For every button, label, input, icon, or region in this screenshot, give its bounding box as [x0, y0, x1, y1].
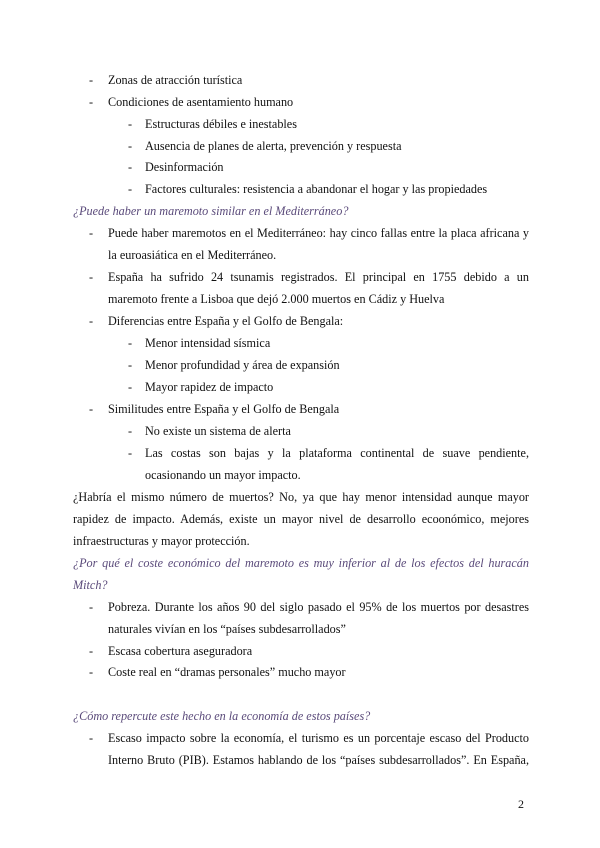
- list-item: Factores culturales: resistencia a abandonar el hogar y las propiedades: [145, 182, 488, 196]
- list-item-continuation: maremoto frente a Lisboa que dejó 2.000 muertos en Cádiz y Huelva: [108, 292, 445, 306]
- list-item: Mayor rapidez de impacto: [145, 380, 274, 394]
- bullet-dash: -: [128, 336, 133, 350]
- bullet-dash: -: [128, 117, 133, 131]
- bullet-dash: -: [89, 644, 94, 658]
- bullet-dash: -: [89, 731, 94, 745]
- bullet-dash: -: [89, 73, 94, 87]
- list-item: Estructuras débiles e inestables: [145, 117, 297, 131]
- question-heading-continuation: Mitch?: [73, 578, 108, 592]
- list-item-continuation: ocasionando un mayor impacto.: [145, 468, 301, 482]
- bullet-dash: -: [89, 270, 94, 284]
- question-heading: ¿Puede haber un maremoto similar en el Mediterráneo?: [73, 204, 349, 218]
- list-item: Las costas son bajas y la plataforma continental de suave pendiente,: [145, 446, 529, 460]
- list-item: Diferencias entre España y el Golfo de Bengala:: [108, 314, 344, 328]
- bullet-dash: -: [89, 665, 94, 679]
- bullet-dash: -: [89, 600, 94, 614]
- list-item: Similitudes entre España y el Golfo de Bengala: [108, 402, 340, 416]
- list-item: Escasa cobertura aseguradora: [108, 644, 253, 658]
- list-item: Menor intensidad sísmica: [145, 336, 271, 350]
- list-item-continuation: Interno Bruto (PIB). Estamos hablando de los “países subdesarrollados”. En España,: [108, 753, 529, 767]
- list-item-continuation: la euroasiática en el Mediterráneo.: [108, 248, 277, 262]
- bullet-dash: -: [89, 95, 94, 109]
- bullet-dash: -: [128, 424, 133, 438]
- bullet-dash: -: [128, 446, 133, 460]
- bullet-dash: -: [89, 314, 94, 328]
- list-item: España ha sufrido 24 tsunamis registrados. El principal en 1755 debido a un: [108, 270, 529, 284]
- list-item: Desinformación: [145, 160, 224, 174]
- list-item: Escaso impacto sobre la economía, el turismo es un porcentaje escaso del Producto: [108, 731, 529, 745]
- list-item-continuation: naturales vivían en los “países subdesarrollados”: [108, 622, 346, 636]
- list-item: Ausencia de planes de alerta, prevención y respuesta: [145, 139, 402, 153]
- bullet-dash: -: [128, 182, 133, 196]
- list-item: Pobreza. Durante los años 90 del siglo pasado el 95% de los muertos por desastres: [108, 600, 529, 614]
- list-item: Condiciones de asentamiento humano: [108, 95, 294, 109]
- paragraph-line: ¿Habría el mismo número de muertos? No, ya que hay menor intensidad aunque mayor: [73, 490, 529, 504]
- question-heading: ¿Cómo repercute este hecho en la economía de estos países?: [73, 709, 371, 723]
- list-item: Puede haber maremotos en el Mediterráneo: hay cinco fallas entre la placa africana y: [108, 226, 529, 240]
- list-item: Menor profundidad y área de expansión: [145, 358, 340, 372]
- list-item: Coste real en “dramas personales” mucho mayor: [108, 665, 346, 679]
- page-number: 2: [518, 797, 524, 811]
- paragraph-line: infraestructuras y mayor protección.: [73, 534, 250, 548]
- bullet-dash: -: [128, 358, 133, 372]
- list-item: No existe un sistema de alerta: [145, 424, 291, 438]
- bullet-dash: -: [128, 160, 133, 174]
- bullet-dash: -: [128, 139, 133, 153]
- bullet-dash: -: [89, 226, 94, 240]
- bullet-dash: -: [128, 380, 133, 394]
- question-heading: ¿Por qué el coste económico del maremoto es muy inferior al de los efectos del huracán: [73, 556, 529, 570]
- list-item: Zonas de atracción turística: [108, 73, 243, 87]
- bullet-dash: -: [89, 402, 94, 416]
- paragraph-line: rapidez de impacto. Además, existe un mayor nivel de desarrollo ecoonómico, mejores: [73, 512, 529, 526]
